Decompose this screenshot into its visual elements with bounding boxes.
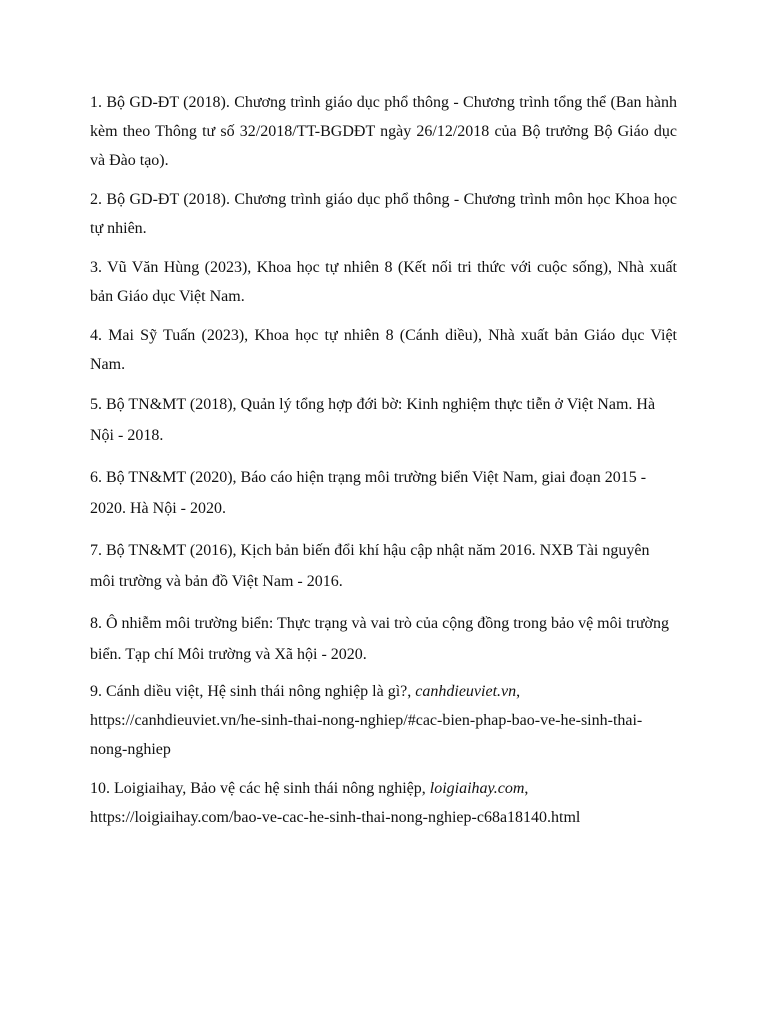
reference-10-url[interactable]: https://loigiaihay.com/bao-ve-cac-he-sinh-thai-nong-nghiep-c68a18140.html (90, 809, 581, 826)
reference-item-10 (90, 774, 677, 832)
reference-10-text: 10. Loigiaihay, Bảo vệ các hệ sinh thái nông nghiệp, (90, 780, 430, 797)
reference-item-2: 2. Bộ GD-ĐT (2018). Chương trình giáo dục phổ thông - Chương trình môn học Khoa học tự nhiên. (90, 191, 677, 237)
reference-item-8: 8. Ô nhiễm môi trường biển: Thực trạng và vai trò của cộng đồng trong bảo vệ môi trường biển. Tạp chí Môi trường và Xã hội - 2020. (90, 615, 669, 663)
reference-10-site: loigiaihay.com (429, 780, 525, 797)
reference-item-9 (90, 677, 677, 764)
reference-10-comma: , (524, 780, 529, 797)
reference-item-5: 5. Bộ TN&MT (2018), Quản lý tổng hợp đới bờ: Kinh nghiệm thực tiễn ở Việt Nam. Hà Nội - 2018. (90, 396, 656, 444)
reference-item-1: 1. Bộ GD-ĐT (2018). Chương trình giáo dục phổ thông - Chương trình tổng thể (Ban hành kèm theo Thông tư số 32/2018/TT-BGDĐT ngày 26/12/2018 của Bộ trưởng Bộ Giáo dục và Đào tạo). (90, 94, 677, 169)
reference-9-url[interactable]: https://canhdieuviet.vn/he-sinh-thai-nong-nghiep/#cac-bien-phap-bao-ve-he-sinh-thai-nong-nghiep (90, 712, 643, 758)
reference-9-comma: , (516, 683, 521, 700)
reference-item-6: 6. Bộ TN&MT (2020), Báo cáo hiện trạng môi trường biển Việt Nam, giai đoạn 2015 - 2020. Hà Nội - 2020. (90, 469, 647, 517)
reference-item-7: 7. Bộ TN&MT (2016), Kịch bản biến đổi khí hậu cập nhật năm 2016. NXB Tài nguyên môi trường và bản đồ Việt Nam - 2016. (90, 542, 650, 590)
reference-9-site: canhdieuviet.vn (415, 683, 517, 700)
reference-9-text: 9. Cánh diều việt, Hệ sinh thái nông nghiệp là gì?, (90, 683, 416, 700)
reference-item-4: 4. Mai Sỹ Tuấn (2023), Khoa học tự nhiên 8 (Cánh diều), Nhà xuất bản Giáo dục Việt Nam. (90, 327, 677, 373)
reference-list (90, 88, 677, 842)
reference-item-3: 3. Vũ Văn Hùng (2023), Khoa học tự nhiên 8 (Kết nối tri thức với cuộc sống), Nhà xuất bản Giáo dục Việt Nam. (90, 259, 677, 305)
